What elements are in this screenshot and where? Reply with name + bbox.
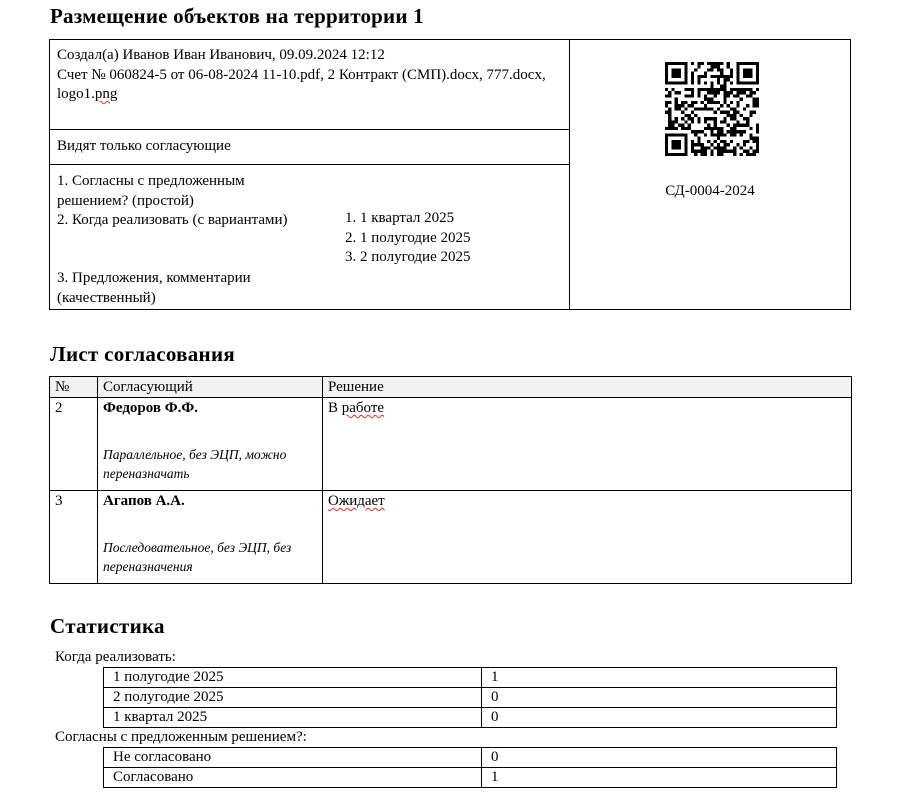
row-num: 3 — [50, 491, 98, 584]
column-header-decision: Решение — [323, 377, 852, 398]
created-by: Создал(а) Иванов Иван Иванович, 09.09.2024 12:12 — [57, 47, 385, 63]
document-info-right — [570, 40, 850, 309]
decision-status-word: работе — [341, 400, 385, 416]
stat-count: 1 — [482, 768, 837, 788]
table-row — [104, 748, 837, 768]
stat-count: 0 — [482, 708, 837, 728]
question-3: 3. Предложения, комментарии (качественный) — [57, 270, 251, 306]
stat-count: 0 — [482, 688, 837, 708]
approval-table — [49, 376, 852, 584]
approver-cell — [98, 398, 323, 491]
approval-route: Параллельное, без ЭЦП, можно переназначать — [103, 447, 287, 481]
table-row — [50, 398, 852, 491]
table-row — [104, 768, 837, 788]
decision-status: В работе — [328, 400, 385, 416]
approver-name: Агапов А.А. — [103, 493, 185, 509]
row-num: 2 — [50, 398, 98, 491]
table-row — [104, 688, 837, 708]
stat-count: 1 — [482, 668, 837, 688]
decision-cell — [323, 491, 852, 584]
approval-title: Лист согласования — [50, 342, 236, 366]
question-2: 2. Когда реализовать (с вариантами) — [57, 212, 288, 228]
attachment-ext: png — [94, 86, 118, 102]
question-2-options — [345, 209, 470, 268]
stat-count: 0 — [482, 748, 837, 768]
stat-table-when — [103, 667, 837, 728]
table-row — [104, 668, 837, 688]
stat-option: 1 квартал 2025 — [104, 708, 482, 728]
table-row — [50, 491, 852, 584]
stat-group-label: Согласны с предложенным решением?: — [55, 729, 307, 745]
questions-cell — [50, 165, 569, 309]
created-and-attachments-cell — [50, 40, 569, 130]
option-item: 3. 2 полугодие 2025 — [345, 249, 471, 265]
option-item: 1. 1 квартал 2025 — [345, 210, 455, 226]
approver-name: Федоров Ф.Ф. — [103, 400, 199, 416]
attachments — [57, 66, 562, 105]
statistics-title: Статистика — [50, 614, 165, 638]
stat-table-agree — [103, 747, 837, 788]
stat-option: Не согласовано — [104, 748, 482, 768]
approval-route: Последовательное, без ЭЦП, без переназначения — [103, 540, 292, 574]
stat-option: 2 полугодие 2025 — [104, 688, 482, 708]
stat-option: 1 полугодие 2025 — [104, 668, 482, 688]
visibility-cell: Видят только согласующие — [50, 130, 569, 165]
decision-cell — [323, 398, 852, 491]
decision-status: Ожидает — [328, 493, 385, 509]
option-item: 2. 1 полугодие 2025 — [345, 229, 471, 246]
attachments-list: Счет № 060824-5 от 06-08-2024 11-10.pdf, 2 Контракт (СМП).docx, 777.docx, logo1. — [57, 66, 546, 102]
column-header-approver: Согласующий — [98, 377, 323, 398]
qr-code-icon — [665, 62, 759, 156]
column-header-num: № — [50, 377, 98, 398]
question-1: 1. Согласны с предложенным решением? (простой) — [57, 173, 245, 209]
document-info-block — [49, 39, 851, 310]
stat-option: Согласовано — [104, 768, 482, 788]
approver-cell — [98, 491, 323, 584]
document-info-left — [50, 40, 570, 309]
document-code: СД-0004-2024 — [665, 183, 755, 199]
document-title: Размещение объектов на территории 1 — [50, 4, 424, 28]
stat-group-label: Когда реализовать: — [55, 649, 176, 665]
table-row — [104, 708, 837, 728]
approval-header-row — [50, 377, 852, 398]
